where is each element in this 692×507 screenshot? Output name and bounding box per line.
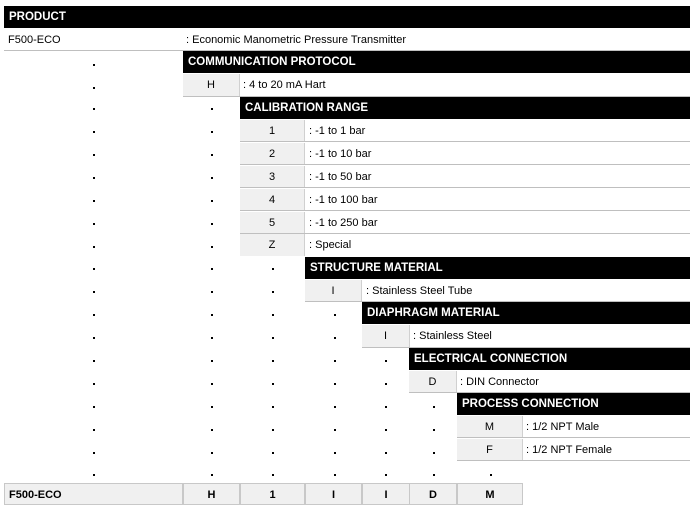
dot-marker	[211, 108, 213, 110]
option-description: : Special	[309, 239, 352, 251]
dot-marker	[93, 314, 95, 316]
option-code: 5	[240, 212, 305, 234]
communication-protocol-header: COMMUNICATION PROTOCOL	[183, 51, 690, 73]
dot-marker	[385, 474, 387, 476]
option-description: : Stainless Steel	[413, 330, 492, 342]
dot-marker	[211, 337, 213, 339]
option-code: 2	[240, 143, 305, 165]
divider	[457, 437, 690, 438]
dot-marker	[211, 177, 213, 179]
divider	[240, 141, 690, 142]
dot-marker	[272, 383, 274, 385]
divider	[240, 187, 690, 188]
summary-product-code: F500-ECO	[4, 483, 183, 505]
divider	[240, 210, 690, 211]
option-code: M	[457, 416, 523, 438]
dot-marker	[93, 64, 95, 66]
option-code: Z	[240, 234, 305, 256]
dot-marker	[385, 360, 387, 362]
product-code: F500-ECO	[8, 34, 61, 46]
structure-material-header: STRUCTURE MATERIAL	[305, 257, 690, 279]
dot-marker	[93, 337, 95, 339]
summary-communication-code: H	[183, 483, 240, 505]
dot-marker	[211, 314, 213, 316]
dot-marker	[211, 200, 213, 202]
dot-marker	[334, 452, 336, 454]
dot-marker	[93, 291, 95, 293]
option-description: : -1 to 1 bar	[309, 125, 366, 137]
dot-marker	[93, 223, 95, 225]
dot-marker	[211, 268, 213, 270]
dot-marker	[211, 474, 213, 476]
dot-marker	[490, 474, 492, 476]
option-code: I	[362, 325, 410, 347]
dot-marker	[211, 291, 213, 293]
dot-marker	[93, 429, 95, 431]
dot-marker	[211, 360, 213, 362]
dot-marker	[433, 474, 435, 476]
dot-marker	[334, 429, 336, 431]
electrical-connection-header: ELECTRICAL CONNECTION	[409, 348, 690, 370]
option-description: : -1 to 50 bar	[309, 171, 372, 183]
option-description: : 1/2 NPT Male	[526, 421, 600, 433]
option-description: : 4 to 20 mA Hart	[243, 79, 326, 91]
dot-marker	[93, 154, 95, 156]
dot-marker	[433, 429, 435, 431]
dot-marker	[93, 131, 95, 133]
dot-marker	[272, 360, 274, 362]
option-code: 3	[240, 166, 305, 188]
dot-marker	[211, 406, 213, 408]
option-description: : -1 to 10 bar	[309, 148, 372, 160]
summary-process-code: M	[457, 483, 523, 505]
dot-marker	[334, 360, 336, 362]
dot-marker	[93, 87, 95, 89]
dot-marker	[93, 360, 95, 362]
dot-marker	[93, 406, 95, 408]
dot-marker	[211, 131, 213, 133]
dot-marker	[334, 474, 336, 476]
dot-marker	[93, 268, 95, 270]
calibration-range-header: CALIBRATION RANGE	[240, 97, 690, 119]
option-code: D	[409, 371, 457, 393]
dot-marker	[93, 108, 95, 110]
option-code: F	[457, 439, 523, 461]
dot-marker	[272, 406, 274, 408]
dot-marker	[385, 406, 387, 408]
dot-marker	[385, 429, 387, 431]
dot-marker	[272, 268, 274, 270]
dot-marker	[334, 406, 336, 408]
dot-marker	[334, 314, 336, 316]
product-description: : Economic Manometric Pressure Transmitter	[186, 34, 407, 46]
option-description: : 1/2 NPT Female	[526, 444, 612, 456]
dot-marker	[211, 452, 213, 454]
option-description: : Stainless Steel Tube	[366, 285, 473, 297]
dot-marker	[272, 474, 274, 476]
dot-marker	[93, 246, 95, 248]
option-description: : DIN Connector	[460, 376, 539, 388]
dot-marker	[385, 383, 387, 385]
divider	[240, 233, 690, 234]
dot-marker	[93, 200, 95, 202]
dot-marker	[211, 429, 213, 431]
dot-marker	[272, 452, 274, 454]
divider	[457, 460, 690, 461]
dot-marker	[272, 337, 274, 339]
dot-marker	[211, 383, 213, 385]
dot-marker	[93, 452, 95, 454]
dot-marker	[211, 246, 213, 248]
option-code: I	[305, 280, 362, 302]
option-description: : -1 to 250 bar	[309, 217, 378, 229]
dot-marker	[93, 383, 95, 385]
dot-marker	[211, 154, 213, 156]
summary-structure-code: I	[305, 483, 362, 505]
dot-marker	[433, 452, 435, 454]
dot-marker	[93, 474, 95, 476]
dot-marker	[93, 177, 95, 179]
summary-diaphragm-code: I	[362, 483, 410, 505]
dot-marker	[272, 314, 274, 316]
option-code: 1	[240, 120, 305, 142]
dot-marker	[211, 223, 213, 225]
process-connection-header: PROCESS CONNECTION	[457, 393, 690, 415]
dot-marker	[433, 406, 435, 408]
diaphragm-material-header: DIAPHRAGM MATERIAL	[362, 302, 690, 324]
summary-calibration-code: 1	[240, 483, 305, 505]
summary-electrical-code: D	[409, 483, 457, 505]
option-code: H	[183, 74, 240, 96]
option-description: : -1 to 100 bar	[309, 194, 378, 206]
dot-marker	[334, 337, 336, 339]
dot-marker	[272, 429, 274, 431]
dot-marker	[272, 291, 274, 293]
dot-marker	[385, 452, 387, 454]
divider	[240, 164, 690, 165]
option-code: 4	[240, 189, 305, 211]
product-header: PRODUCT	[4, 6, 690, 28]
dot-marker	[334, 383, 336, 385]
